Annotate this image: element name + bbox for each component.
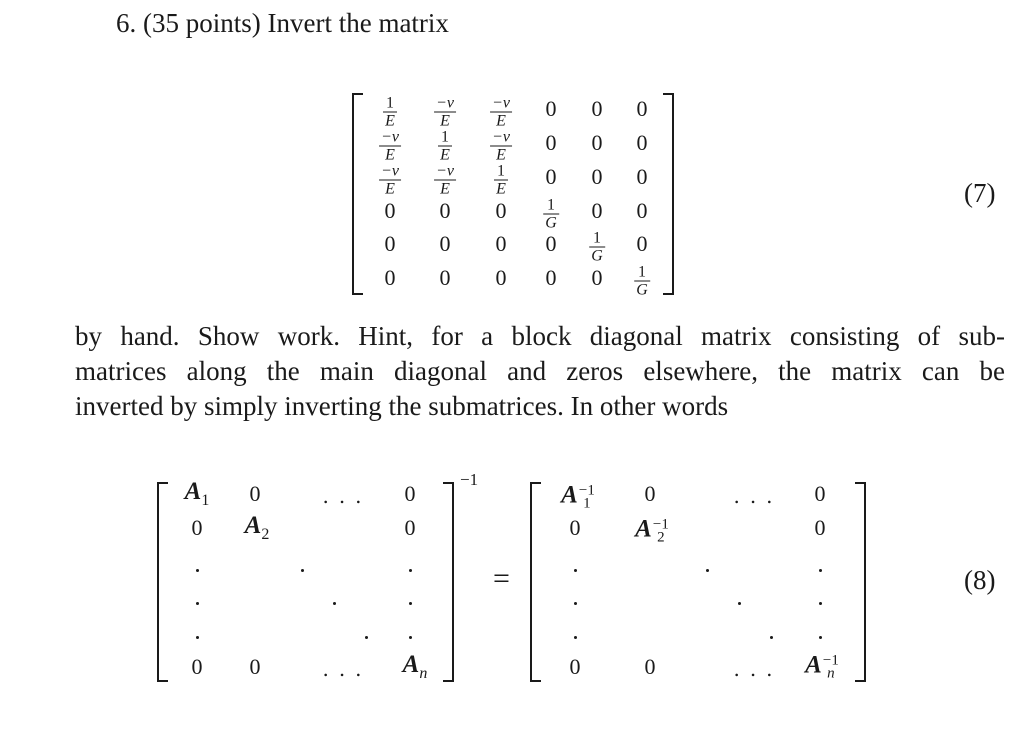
v-dot (574, 602, 577, 605)
matrix-7-cell: 0 (591, 96, 603, 121)
fraction: $\frac{1}{G}$ (545, 196, 557, 232)
zero: 0 (569, 515, 581, 540)
block-a2: $A_2$ (244, 512, 270, 543)
block-an-inverse: A −1 n (805, 651, 839, 682)
zero: 0 (569, 654, 581, 679)
d-dot (365, 636, 368, 639)
matrix-7-cell: 0 (545, 96, 557, 121)
v-dot (196, 636, 199, 639)
matrix-7-cell: 0 (636, 231, 648, 256)
fraction: $\frac{1}{E}$ (494, 164, 508, 197)
matrix-7-cell: 0 (636, 164, 648, 189)
inverse-exponent: −1 (460, 470, 479, 489)
fraction: $\frac{-\nu}{E}$ (436, 94, 454, 130)
fraction: $\frac{-\nu}{E}$ (492, 94, 510, 130)
block-a2-inverse: A −1 2 (635, 515, 669, 546)
matrix-7-cell (379, 158, 401, 197)
matrix-7-cell: 0 (591, 198, 603, 223)
right-bracket (443, 482, 454, 682)
matrix-7-cell (589, 225, 605, 264)
hint-line-3: inverted by simply inverting the submatrices. In other words (75, 391, 729, 421)
h-dots: ... (322, 657, 372, 681)
v-dot (409, 569, 412, 572)
h-dots: ... (322, 484, 372, 508)
d-dot (333, 602, 336, 605)
matrix-7-cell: 0 (636, 130, 648, 155)
equals-sign: = (493, 562, 510, 595)
equation-number-8: (8) (964, 565, 996, 595)
matrix-7-cell: 0 (545, 164, 557, 189)
hint-line-1: by hand. Show work. Hint, for a block diagonal matrix consisting of sub- (75, 321, 1005, 351)
d-dot (301, 569, 304, 572)
matrix-7-cell (434, 158, 456, 197)
matrix-7-cell: 0 (591, 130, 603, 155)
v-dot (409, 636, 412, 639)
block-a1: $A_1$ (184, 478, 210, 509)
zero: 0 (814, 515, 826, 540)
block-an: $A_n$ (402, 651, 428, 682)
matrix-7-cell: 0 (495, 198, 507, 223)
left-bracket (530, 482, 541, 682)
v-dot (196, 602, 199, 605)
matrix-7-cell: 0 (439, 198, 451, 223)
fraction: $\frac{-\nu}{E}$ (381, 128, 399, 164)
fraction: $\frac{-\nu}{E}$ (436, 162, 454, 198)
problem-title: (35 points) Invert the matrix (143, 8, 449, 38)
h-dots: ... (733, 657, 783, 681)
v-dot (574, 636, 577, 639)
left-bracket (157, 482, 168, 682)
d-dot (770, 636, 773, 639)
left-bracket (352, 93, 363, 295)
zero: 0 (644, 481, 656, 506)
v-dot (196, 569, 199, 572)
matrix-7-cell: 0 (591, 265, 603, 290)
zero: 0 (404, 515, 416, 540)
block-matrix-left (157, 478, 454, 682)
hint-paragraph (75, 319, 1005, 424)
matrix-7-cell: 0 (636, 198, 648, 223)
fraction: $\frac{-\nu}{E}$ (492, 128, 510, 164)
matrix-7-cell: 0 (545, 130, 557, 155)
matrix-7-cell (543, 192, 559, 231)
matrix-7-cell: 0 (591, 164, 603, 189)
matrix-7 (352, 93, 674, 299)
matrix-7-cell: 0 (384, 265, 396, 290)
fraction: $\frac{1}{E}$ (438, 130, 452, 163)
matrix-7-cell: 0 (495, 231, 507, 256)
block-matrix-right (530, 482, 866, 682)
zero: 0 (191, 654, 203, 679)
zero: 0 (644, 654, 656, 679)
problem-heading (116, 6, 449, 41)
fraction: $\frac{-\nu}{E}$ (381, 162, 399, 198)
block-a1-inverse: A −1 1 (561, 481, 595, 512)
matrix-7-cell: 0 (384, 231, 396, 256)
d-dot (706, 569, 709, 572)
fraction: $\frac{1}{G}$ (636, 263, 648, 299)
fraction: $\frac{1}{G}$ (591, 229, 603, 265)
matrix-7-cell: 0 (545, 265, 557, 290)
d-dot (738, 602, 741, 605)
equation-number-7: (7) (964, 178, 996, 208)
matrix-7-cell (634, 259, 650, 298)
v-dot (574, 569, 577, 572)
zero: 0 (249, 654, 261, 679)
matrix-7-cell: 0 (495, 265, 507, 290)
zero: 0 (814, 481, 826, 506)
zero: 0 (249, 481, 261, 506)
zero: 0 (404, 481, 416, 506)
v-dot (819, 636, 822, 639)
matrix-7-cell: 0 (545, 231, 557, 256)
matrix-7-cell: 0 (439, 265, 451, 290)
v-dot (409, 602, 412, 605)
v-dot (819, 602, 822, 605)
zero: 0 (191, 515, 203, 540)
matrix-7-cell: 0 (636, 96, 648, 121)
right-bracket (663, 93, 674, 295)
right-bracket (855, 482, 866, 682)
h-dots: ... (733, 484, 783, 508)
matrix-7-cell: 0 (439, 231, 451, 256)
hint-line-2: matrices along the main diagonal and zeros elsewhere, the matrix can be (75, 356, 1005, 386)
problem-number: 6. (116, 8, 137, 38)
v-dot (819, 569, 822, 572)
fraction: $\frac{1}{E}$ (383, 96, 397, 129)
matrix-7-cell: 0 (384, 198, 396, 223)
matrix-7-cell (494, 158, 508, 197)
